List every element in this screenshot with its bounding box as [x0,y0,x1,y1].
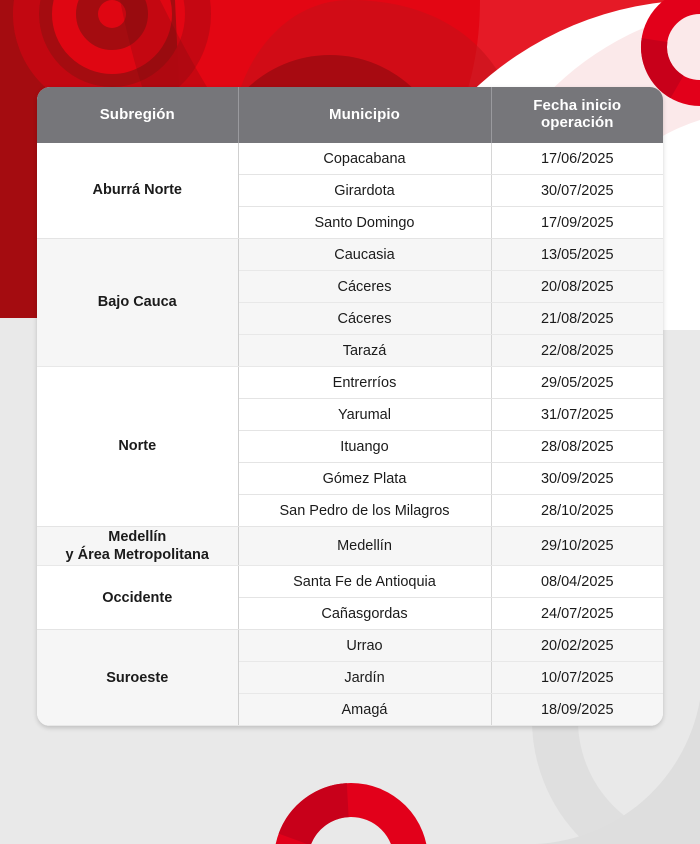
fecha-inicio-cell: 30/09/2025 [491,463,663,495]
region-cell [37,367,238,527]
table-row [37,566,663,598]
fecha-inicio-cell: 17/09/2025 [491,207,663,239]
column-header-fecha-inicio-operacion [491,87,663,143]
municipio-cell: Amagá [238,694,491,726]
municipio-cell: Cáceres [238,303,491,335]
region-label-line: Aburrá Norte [92,182,182,199]
fecha-inicio-cell: 13/05/2025 [491,239,663,271]
fecha-inicio-cell: 28/08/2025 [491,431,663,463]
municipio-cell: Urrao [238,630,491,662]
fecha-inicio-cell: 31/07/2025 [491,399,663,431]
fecha-inicio-cell: 22/08/2025 [491,335,663,367]
municipio-cell: Yarumal [238,399,491,431]
fecha-inicio-cell: 17/06/2025 [491,143,663,175]
municipio-cell: Ituango [238,431,491,463]
municipio-cell: Gómez Plata [238,463,491,495]
region-cell [37,239,238,367]
table-row [37,143,663,175]
table-header-row [37,87,663,143]
fecha-inicio-cell: 10/07/2025 [491,662,663,694]
municipio-cell: Entrerríos [238,367,491,399]
fecha-inicio-cell: 20/08/2025 [491,271,663,303]
column-header-municipio: Municipio [238,87,491,143]
fecha-inicio-cell: 29/10/2025 [491,527,663,566]
region-cell [37,527,238,566]
region-label-line: Bajo Cauca [97,294,177,311]
region-cell [37,630,238,726]
fecha-inicio-cell: 28/10/2025 [491,495,663,527]
region-label-line: y Área Metropolitana [65,547,209,564]
schedule-table-container [37,87,663,726]
table-row [37,630,663,662]
column-header-subregion: Subregión [37,87,238,143]
table-row [37,527,663,566]
region-cell [37,566,238,630]
region-label-line: Norte [118,438,157,455]
municipio-cell: Girardota [238,175,491,207]
column-header-fecha-line1: Fecha inicio [533,97,622,115]
schedule-table [37,87,663,726]
municipio-cell: Tarazá [238,335,491,367]
region-label-line: Medellín [108,529,167,545]
table-row [37,367,663,399]
fecha-inicio-cell: 24/07/2025 [491,598,663,630]
table-body [37,143,663,726]
municipio-cell: Cáceres [238,271,491,303]
region-label-line: Suroeste [106,669,169,686]
region-cell [37,143,238,239]
municipio-cell: Caucasia [238,239,491,271]
municipio-cell: Copacabana [238,143,491,175]
municipio-cell: San Pedro de los Milagros [238,495,491,527]
municipio-cell: Santa Fe de Antioquia [238,566,491,598]
municipio-cell: Cañasgordas [238,598,491,630]
fecha-inicio-cell: 29/05/2025 [491,367,663,399]
region-label-line: Occidente [102,589,173,606]
column-header-fecha-line2: operación [540,114,614,131]
fecha-inicio-cell: 08/04/2025 [491,566,663,598]
fecha-inicio-cell: 20/02/2025 [491,630,663,662]
fecha-inicio-cell: 21/08/2025 [491,303,663,335]
fecha-inicio-cell: 18/09/2025 [491,694,663,726]
municipio-cell: Medellín [238,527,491,566]
table-row [37,239,663,271]
fecha-inicio-cell: 30/07/2025 [491,175,663,207]
municipio-cell: Santo Domingo [238,207,491,239]
municipio-cell: Jardín [238,662,491,694]
table-head [37,87,663,143]
